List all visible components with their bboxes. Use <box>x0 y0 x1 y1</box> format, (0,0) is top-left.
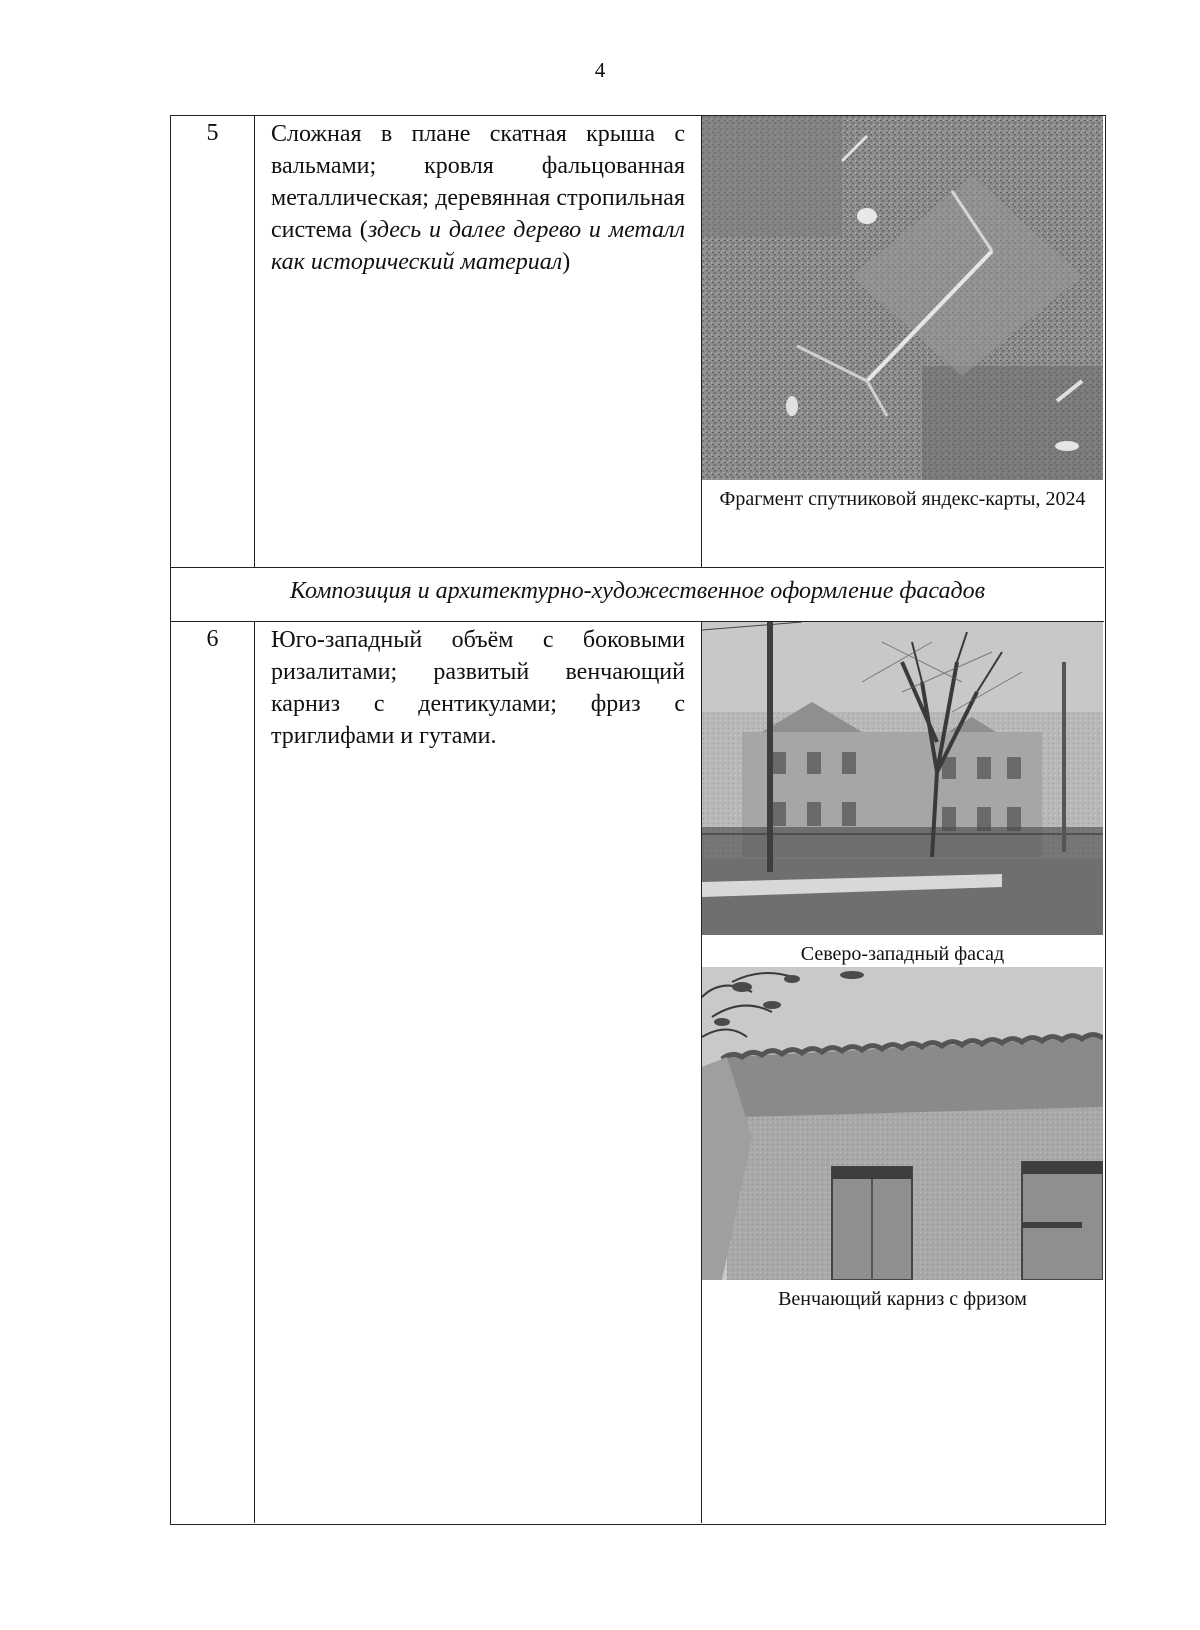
row-number: 6 <box>171 622 255 1523</box>
document-table <box>170 115 1106 1525</box>
section-heading: Композиция и архитектурно-художественное оформление фасадов <box>289 578 986 604</box>
table-row <box>171 116 1104 568</box>
row-description: Юго-западный объём с боковыми ризалитами; развитый венчающий карниз с дентикулами; фриз с триглифами и гутами. <box>255 622 702 1523</box>
cornice-frieze-photo <box>702 967 1103 1280</box>
description-text-end: ) <box>562 249 571 275</box>
row-image-cell <box>702 116 1104 567</box>
description-italic-note: здесь и далее дерево и металл как исторический материал <box>271 217 685 275</box>
page-number: 4 <box>594 58 606 82</box>
satellite-map-image <box>702 116 1103 480</box>
building-facade-photo <box>702 622 1103 935</box>
row-number: 5 <box>171 116 255 567</box>
section-heading-row <box>171 568 1104 622</box>
row-image-cell <box>702 622 1104 1523</box>
description-text: Сложная в плане скатная крыша с вальмами; кровля фальцованная металлическая; деревянная стропильная система ( <box>271 121 685 243</box>
image-caption: Северо-западный фасад <box>800 943 1005 965</box>
image-caption: Венчающий карниз с фризом <box>778 1288 1027 1310</box>
image-caption: Фрагмент спутниковой яндекс-карты, 2024 <box>719 488 1086 510</box>
row-description <box>255 116 702 567</box>
table-row <box>171 622 1104 1523</box>
